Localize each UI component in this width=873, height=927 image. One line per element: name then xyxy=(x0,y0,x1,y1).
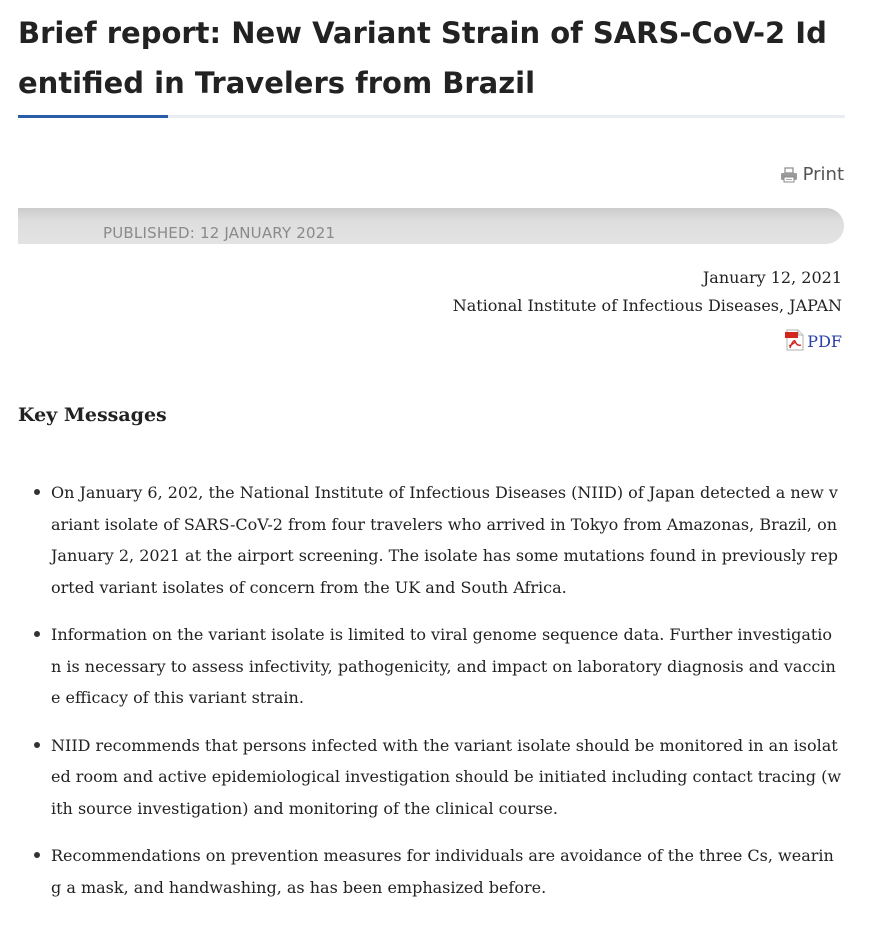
list-item xyxy=(34,840,842,903)
key-messages-heading: Key Messages xyxy=(18,404,167,426)
report-meta xyxy=(453,264,842,320)
list-item xyxy=(34,730,842,825)
pdf-download-link[interactable] xyxy=(784,329,842,351)
key-message-text: NIID recommends that persons infected with the variant isolate should be monitored in an isolated room and active epidemiological investigation should be initiated including contact tracing (with source investigation) and monitoring of the clinical course. xyxy=(51,735,842,818)
key-message-text: On January 6, 202, the National Institute of Infectious Diseases (NIID) of Japan detected a new variant isolate of SARS-CoV-2 from four travelers who arrived in Tokyo from Amazonas, Brazil, on January 2, 2021 at the airport screening. The isolate has some mutations found in previously reported variant isolates of concern from the UK and South Africa. xyxy=(51,483,838,597)
printer-icon xyxy=(780,167,798,183)
report-date: January 12, 2021 xyxy=(702,268,842,287)
title-underline-accent xyxy=(18,115,168,118)
list-item xyxy=(34,477,842,603)
title-underline xyxy=(18,115,845,118)
list-item xyxy=(34,619,842,714)
bullet-icon xyxy=(34,489,40,495)
bullet-icon xyxy=(34,631,40,637)
print-button[interactable] xyxy=(780,164,844,185)
print-label: Print xyxy=(802,164,844,185)
bullet-icon xyxy=(34,852,40,858)
pdf-file-icon xyxy=(784,329,807,351)
key-message-text: Information on the variant isolate is limited to viral genome sequence data. Further investigation is necessary to assess infectivity, pathogenicity, and impact on laboratory diagnosis and vaccine efficacy of this variant strain. xyxy=(51,625,836,707)
published-date-label: PUBLISHED: 12 JANUARY 2021 xyxy=(103,224,336,242)
published-bar xyxy=(18,208,844,244)
page-title: Brief report: New Variant Strain of SARS-CoV-2 Identified in Travelers from Brazil xyxy=(18,16,827,100)
key-messages-list xyxy=(34,477,842,919)
report-institution: National Institute of Infectious Diseases, JAPAN xyxy=(452,296,842,315)
pdf-label: PDF xyxy=(807,332,842,351)
bullet-icon xyxy=(34,742,40,748)
key-message-text: Recommendations on prevention measures for individuals are avoidance of the three Cs, wearing a mask, and handwashing, as has been emphasized before. xyxy=(51,846,834,897)
